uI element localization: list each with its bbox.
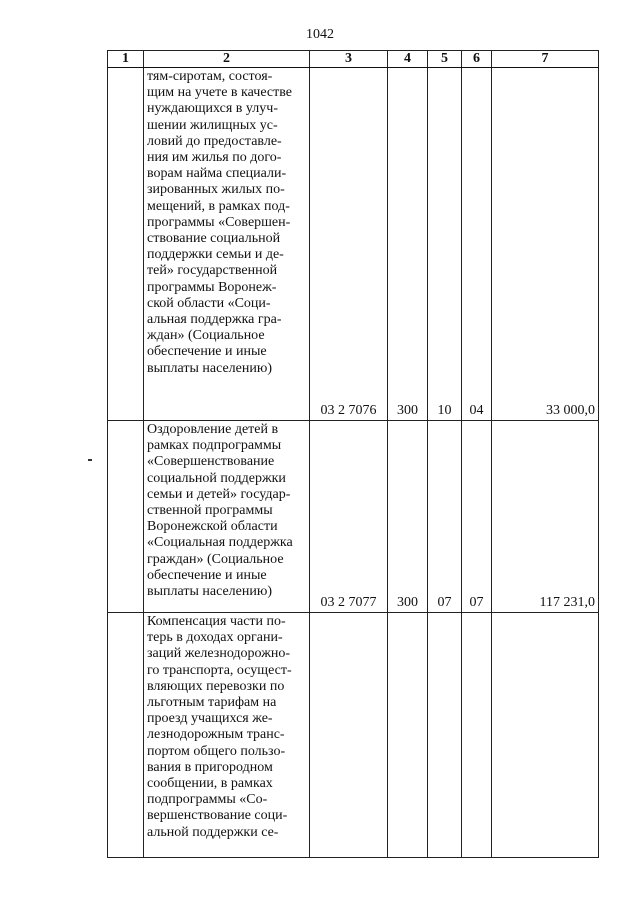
amount-cell: 33 000,0	[492, 68, 599, 421]
amount-cell	[492, 613, 599, 858]
subsection-cell: 07	[462, 421, 492, 613]
header-col-4: 4	[388, 51, 428, 68]
section-cell: 10	[428, 68, 462, 421]
expense-name: Компенсация части по- терь в доходах органи- заций железнодорожно- го транспорта, осущест- вляющих перевозки по льготным тарифам на проезд учащихся же- лезнодорожным транс- портом общего пользо- вания в пригородном сообщении, в рамках подпрограммы «Со- вершенствование соци- альной поддержки се-	[147, 614, 292, 840]
stray-mark	[88, 459, 92, 461]
expense-name: Оздоровление детей в рамках подпрограммы «Совершенствование социальной поддержки семьи и детей» государ- ственной программы Воронежской области «Социальная поддержка граждан» (Социальное обеспечение и иные выплаты населению)	[147, 422, 293, 600]
row-number-cell	[108, 421, 144, 613]
header-col-7: 7	[492, 51, 599, 68]
header-col-5: 5	[428, 51, 462, 68]
budget-table	[107, 50, 599, 858]
row-number-cell	[108, 613, 144, 858]
expense-type-cell	[388, 613, 428, 858]
expense-name-cell	[144, 68, 310, 421]
target-code-cell	[310, 613, 388, 858]
table-row	[108, 421, 599, 613]
expense-name: тям-сиротам, состоя- щим на учете в качестве нуждающихся в улуч- шении жилищных ус- ловий до предоставле- ния им жилья по дого- ворам найма специали- зированных жилых по- мещений, в рамках под- программы «Совершен- ствование социальной поддержки семьи и де- тей» государственной программы Воронеж- ской области «Соци- альная поддержка гра- ждан» (Социальное обеспечение и иные выплаты населению)	[147, 69, 292, 376]
table-row	[108, 613, 599, 858]
page-number: 1042	[306, 27, 334, 42]
header-col-1: 1	[108, 51, 144, 68]
expense-name-cell	[144, 421, 310, 613]
section-cell: 07	[428, 421, 462, 613]
subsection-cell	[462, 613, 492, 858]
subsection-cell: 04	[462, 68, 492, 421]
row-number-cell	[108, 68, 144, 421]
expense-name-cell	[144, 613, 310, 858]
table-row	[108, 68, 599, 421]
header-col-2: 2	[144, 51, 310, 68]
expense-type-cell: 300	[388, 68, 428, 421]
header-col-6: 6	[462, 51, 492, 68]
target-code-cell: 03 2 7077	[310, 421, 388, 613]
amount-cell: 117 231,0	[492, 421, 599, 613]
header-row	[108, 51, 599, 68]
section-cell	[428, 613, 462, 858]
header-col-3: 3	[310, 51, 388, 68]
expense-type-cell: 300	[388, 421, 428, 613]
target-code-cell: 03 2 7076	[310, 68, 388, 421]
